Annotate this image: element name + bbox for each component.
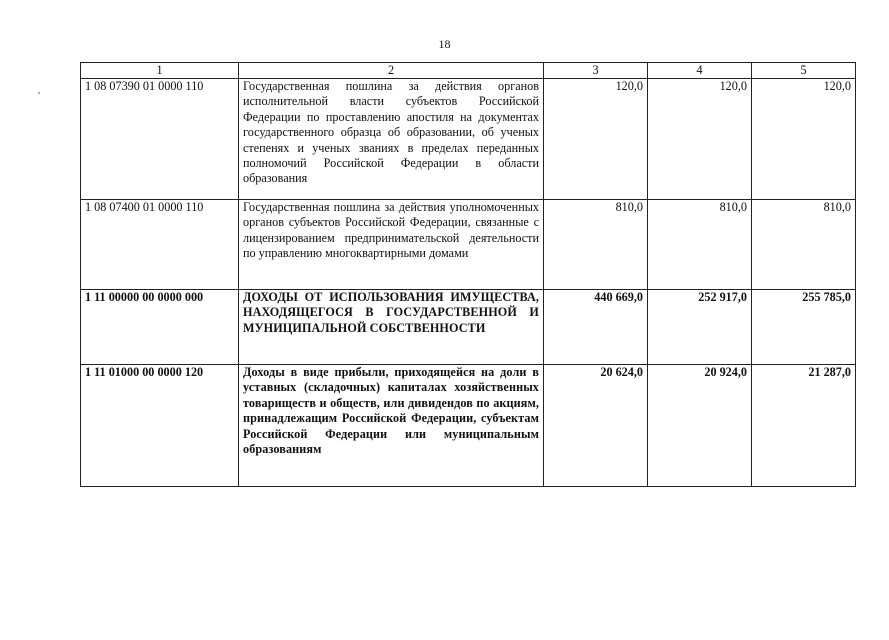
table-row xyxy=(81,290,856,365)
page-number: 18 xyxy=(438,37,451,51)
column-header-4: 4 xyxy=(648,63,752,79)
column-header-5: 5 xyxy=(752,63,856,79)
value-col-4: 810,0 xyxy=(648,200,752,290)
budget-code: 1 08 07400 01 0000 110 xyxy=(81,200,239,290)
value-col-4: 120,0 xyxy=(648,79,752,200)
budget-code: 1 11 01000 00 0000 120 xyxy=(81,365,239,487)
value-col-4: 20 924,0 xyxy=(648,365,752,487)
revenue-table xyxy=(80,62,856,487)
table-row xyxy=(81,200,856,290)
value-col-3: 120,0 xyxy=(544,79,648,200)
table-header-row xyxy=(81,63,856,79)
value-col-3: 20 624,0 xyxy=(544,365,648,487)
table-row xyxy=(81,79,856,200)
revenue-name: Государственная пошлина за действия органов исполнительной власти субъектов Российской Федерации по проставлению апостиля на документах государственного образца об образовании, об ученых степенях и ученых званиях в пределах переданных полномочий Российской Федерации в области образования xyxy=(239,79,544,200)
revenue-name: Государственная пошлина за действия уполномоченных органов субъектов Российской Федерации, связанные с лицензированием предпринимательской деятельности по управлению многоквартирными домами xyxy=(239,200,544,290)
column-header-3: 3 xyxy=(544,63,648,79)
revenue-name: ДОХОДЫ ОТ ИСПОЛЬЗОВАНИЯ ИМУЩЕСТВА, НАХОДЯЩЕГОСЯ В ГОСУДАРСТВЕННОЙ И МУНИЦИПАЛЬНОЙ СОБСТВЕННОСТИ xyxy=(239,290,544,365)
scan-speck xyxy=(38,92,40,94)
revenue-name: Доходы в виде прибыли, приходящейся на доли в уставных (складочных) капиталах хозяйственных товариществ и обществ, или дивидендов по акциям, принадлежащим Российской Федерации, субъектам Российской Федерации или муниципальным образованиям xyxy=(239,365,544,487)
column-header-1: 1 xyxy=(81,63,239,79)
budget-code: 1 11 00000 00 0000 000 xyxy=(81,290,239,365)
value-col-3: 440 669,0 xyxy=(544,290,648,365)
value-col-4: 252 917,0 xyxy=(648,290,752,365)
value-col-5: 21 287,0 xyxy=(752,365,856,487)
budget-code: 1 08 07390 01 0000 110 xyxy=(81,79,239,200)
value-col-5: 120,0 xyxy=(752,79,856,200)
column-header-2: 2 xyxy=(239,63,544,79)
table-row xyxy=(81,365,856,487)
value-col-5: 255 785,0 xyxy=(752,290,856,365)
value-col-5: 810,0 xyxy=(752,200,856,290)
value-col-3: 810,0 xyxy=(544,200,648,290)
